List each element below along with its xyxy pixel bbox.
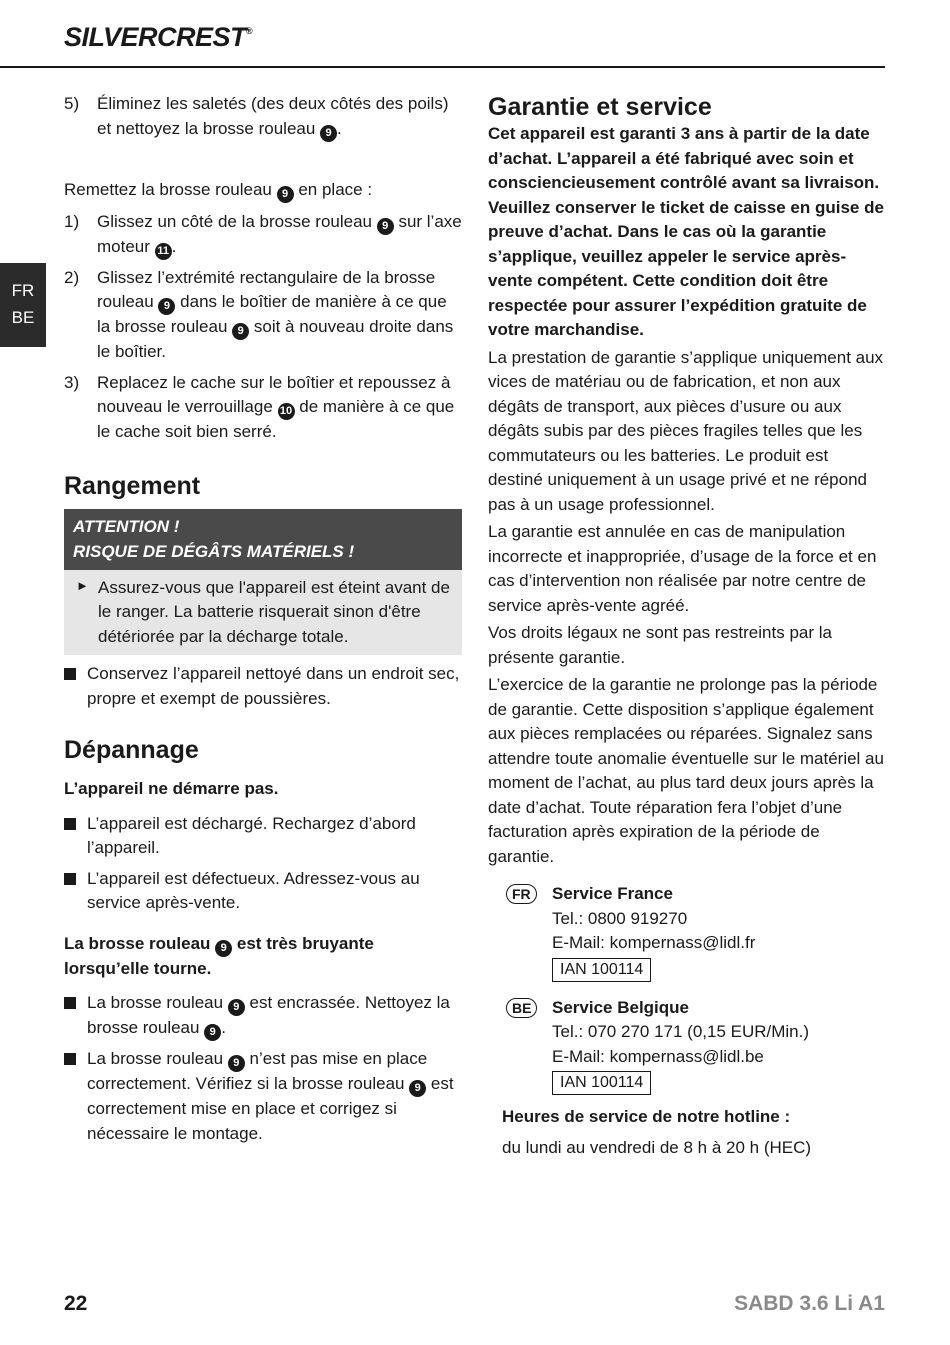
cleaning-step-5 [64, 92, 462, 142]
issue-2-item-text: La brosse rouleau [87, 993, 228, 1012]
step-text: sur l’axe moteur [97, 211, 462, 256]
language-fr: FR [11, 281, 35, 300]
issue-1-title: L’appareil ne démarre pas. [64, 779, 279, 798]
part-marker-9: 9 [228, 999, 245, 1016]
part-marker-9: 9 [409, 1080, 426, 1097]
issue-2-item-text: La brosse rouleau [87, 1049, 228, 1068]
part-marker-11: 11 [155, 243, 172, 260]
service-name: Service Belgique [552, 997, 690, 1017]
step-text-end: soit à nouveau droite dans le boîtier. [97, 317, 454, 361]
hotline-text: du lundi au vendredi de 8 h à 20 h (HEC) [502, 1137, 812, 1157]
refit-intro-text-end: en place : [293, 179, 373, 199]
part-marker-9: 9 [215, 940, 232, 957]
part-marker-9: 9 [277, 186, 294, 203]
step-number: 3) [64, 372, 80, 392]
warning-text: Assurez-vous que l'appareil est éteint avant de le ranger. La batterie risquerait sinon d'être détériorée par la décharge totale. [98, 577, 450, 646]
issue-1-item-text: L’appareil est déchargé. Rechargez d’abord l’appareil. [87, 813, 416, 857]
silvercrest-logo [64, 22, 252, 53]
step-text: Glissez un côté de la brosse rouleau [97, 211, 377, 231]
square-bullet-icon [64, 1053, 76, 1065]
issue-2-item-text: est encrassée. Nettoyez la brosse rouleau [87, 993, 450, 1037]
left-column [64, 88, 462, 1146]
registered-mark: ® [246, 26, 253, 36]
issue-1-item-2 [64, 867, 462, 916]
square-bullet-icon [64, 668, 76, 680]
service-name: Service France [552, 884, 673, 903]
model-name: SABD 3.6 Li A1 [734, 1292, 885, 1315]
country-badge-fr: FR [506, 884, 537, 904]
header-rule [0, 66, 885, 68]
warranty-para-3: Vos droits légaux ne sont pas restreints par la présente garantie. [488, 623, 832, 667]
page-number: 22 [64, 1292, 88, 1315]
service-belgique [488, 996, 886, 1096]
refit-intro [64, 178, 462, 203]
warranty-bold-block [488, 122, 886, 343]
issue-2-title-text-end: est très bruyante lorsqu’elle tourne. [64, 933, 374, 978]
square-bullet-icon [64, 873, 76, 885]
service-email: E-Mail: kompernass@lidl.fr [552, 933, 756, 952]
country-badge-be: BE [506, 998, 537, 1018]
warning-subtitle: RISQUE DE DÉGÂTS MATÉRIELS ! [73, 541, 355, 561]
part-marker-9: 9 [377, 218, 394, 235]
refit-intro-text: Remettez la brosse rouleau [64, 179, 277, 199]
service-email: E-Mail: kompernass@lidl.be [552, 1046, 764, 1066]
step-text: dans le boîtier de manière à ce que la brosse rouleau [97, 292, 447, 336]
warranty-para-4: L’exercice de la garantie ne prolonge pas la période de garantie. Cette disposition s’applique également aux pièces remplacées ou réparées. Signalez sans attendre toute anomalie éventuelle sur le matériel au moment de l’achat, au plus tard deux jours après la date d’achat. Toute réparation fera l’objet d’une facturation après expiration de la période de garantie. [488, 675, 884, 866]
step-text: Replacez le cache sur le boîtier et repoussez à nouveau le verrouillage [97, 372, 451, 416]
service-france [488, 882, 886, 982]
step-text-end: . [337, 118, 342, 138]
warning-title: ATTENTION ! [73, 516, 180, 536]
part-marker-9: 9 [204, 1024, 221, 1041]
hotline-title: Heures de service de notre hotline : [502, 1107, 791, 1126]
language-tab [0, 263, 46, 347]
step-number: 1) [64, 211, 80, 231]
refit-step-1 [64, 210, 462, 260]
warning-body [64, 570, 462, 656]
depannage-heading: Dépannage [64, 736, 199, 764]
language-be: BE [11, 308, 35, 327]
refit-step-2 [64, 266, 462, 365]
warranty-bold-text: Cet appareil est garanti 3 ans à partir de la date d’achat. L’appareil a été fabriqué avec soin et consciencieusement contrôlé avant sa livraison. Veuillez conserver le ticket de caisse en guise de preuve d’achat. Dans le cas où la garantie s’applique, veuillez appeler le service après-vente compétent. Cette condition doit être respectée pour assurer l’expédition gratuite de votre marchandise. [488, 124, 884, 339]
storage-item [64, 662, 462, 711]
warning-box [64, 509, 462, 656]
warranty-para-1: La prestation de garantie s’applique uniquement aux vices de matériau ou de fabrication, et non aux dégâts de transport, aux pièces d’usure ou aux dégâts subis par des pièces fragiles telles que les commutateurs ou les batteries. Le produit est destiné uniquement à un usage privé et ne répond pas à un usage professionnel. [488, 347, 884, 514]
issue-1-item-1 [64, 812, 462, 861]
ian-badge: IAN 100114 [552, 958, 651, 982]
issue-2-title [64, 932, 462, 982]
part-marker-9: 9 [228, 1055, 245, 1072]
square-bullet-icon [64, 818, 76, 830]
step-text-end: . [171, 236, 177, 256]
part-marker-9: 9 [158, 298, 175, 315]
warning-header [64, 509, 462, 570]
step-text: Éliminez les saletés (des deux côtés des poils) et nettoyez la brosse rouleau [97, 94, 449, 138]
rangement-heading: Rangement [64, 471, 201, 500]
issue-2-item-1 [64, 991, 462, 1041]
issue-2-item-text: n’est pas mise en place correctement. Vérifiez si la brosse rouleau [87, 1049, 428, 1093]
part-marker-9: 9 [320, 125, 337, 142]
step-number: 5) [64, 94, 80, 113]
service-phone: Tel.: 0800 919270 [552, 908, 688, 928]
square-bullet-icon [64, 997, 76, 1009]
issue-2-item-2 [64, 1047, 462, 1146]
ian-badge: IAN 100114 [552, 1071, 651, 1095]
storage-text: Conservez l’appareil nettoyé dans un endroit sec, propre et exempt de poussières. [87, 664, 460, 708]
garantie-heading: Garantie et service [488, 93, 712, 121]
service-phone: Tel.: 070 270 171 (0,15 EUR/Min.) [552, 1022, 810, 1041]
brand-part-1: SILVER [64, 22, 158, 52]
issue-2-title-text: La brosse rouleau [64, 933, 216, 953]
step-text: de manière à ce que le cache soit bien serré. [97, 397, 455, 441]
refit-step-3 [64, 371, 462, 445]
right-column [488, 88, 886, 1160]
warranty-para-2: La garantie est annulée en cas de manipulation incorrecte et inappropriée, d’usage de la force et en cas d’intervention non réalisée par notre centre de service après-vente agréé. [488, 522, 877, 615]
brand-part-2: CREST [157, 22, 247, 52]
step-text: Glissez l’extrémité rectangulaire de la brosse rouleau [97, 267, 436, 311]
arrow-right-icon: ► [76, 577, 89, 593]
issue-2-item-text-end: est correctement mise en place et corrigez si nécessaire le montage. [87, 1074, 454, 1143]
step-number: 2) [64, 267, 80, 287]
part-marker-9: 9 [232, 323, 249, 340]
part-marker-10: 10 [278, 403, 295, 420]
issue-1-item-text: L’appareil est défectueux. Adressez-vous au service après-vente. [87, 868, 420, 912]
issue-2-item-text-end: . [221, 1018, 226, 1037]
